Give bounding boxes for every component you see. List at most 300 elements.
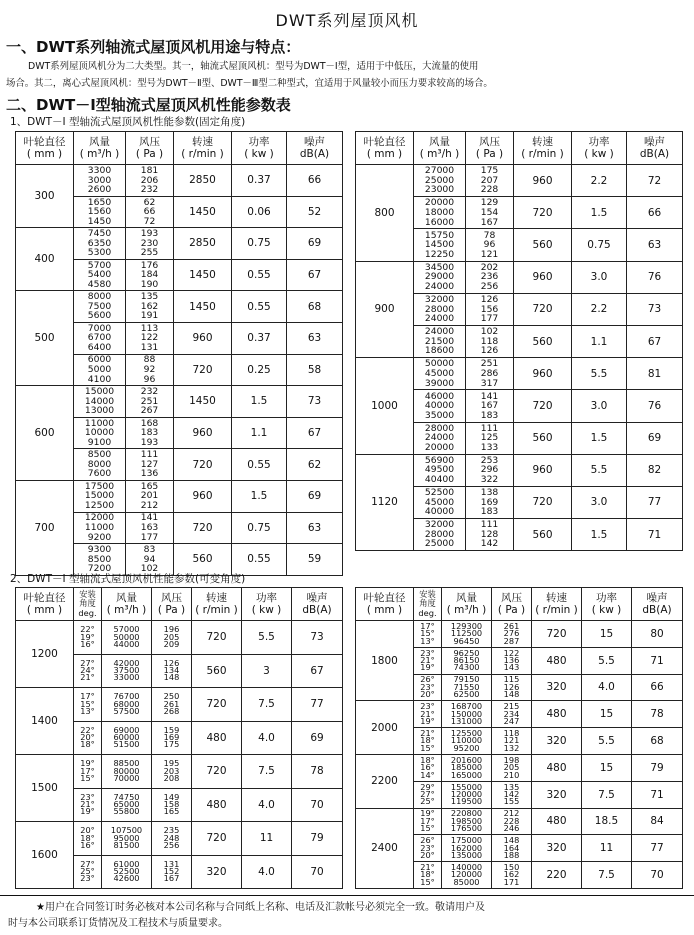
section2-heading: 二、DWT－Ⅰ型轴流式屋顶风机性能参数表	[6, 96, 291, 114]
pressure-cell: 150 162 171	[492, 862, 532, 889]
table-row	[356, 701, 683, 728]
header-speed: 转速 ( r/min )	[532, 588, 582, 621]
speed-cell: 720	[192, 621, 242, 655]
pressure-cell: 115 126 148	[492, 674, 532, 701]
speed-cell: 960	[174, 480, 232, 512]
angle-cell: 26° 23° 20°	[414, 674, 442, 701]
noise-cell: 73	[287, 386, 343, 418]
speed-cell: 320	[532, 835, 582, 862]
angle-cell: 19° 17° 15°	[74, 755, 102, 789]
power-cell: 0.55	[232, 544, 287, 576]
table-row	[356, 808, 683, 835]
noise-cell: 73	[627, 293, 683, 325]
pressure-cell: 168 183 193	[126, 417, 174, 449]
flow-cell: 201600 185000 165000	[442, 754, 492, 781]
noise-cell: 72	[627, 165, 683, 197]
noise-cell: 77	[292, 688, 343, 722]
speed-cell: 720	[514, 486, 572, 518]
diameter-cell: 1200	[16, 621, 74, 688]
header-speed: 转速 ( r/min )	[174, 132, 232, 165]
flow-cell: 79150 71550 62500	[442, 674, 492, 701]
flow-cell: 5700 5400 4580	[74, 259, 126, 291]
speed-cell: 720	[192, 755, 242, 789]
flow-cell: 220800 198500 176500	[442, 808, 492, 835]
header-flow: 风量 ( m³/h )	[74, 132, 126, 165]
noise-cell: 73	[292, 621, 343, 655]
header-power: 功率 ( kw )	[232, 132, 287, 165]
table-row	[356, 261, 683, 293]
header-noise: 噪声 dB(A)	[287, 132, 343, 165]
flow-cell: 3300 3000 2600	[74, 165, 126, 197]
speed-cell: 320	[532, 674, 582, 701]
pressure-cell: 78 96 121	[466, 229, 514, 261]
speed-cell: 960	[514, 261, 572, 293]
page-title: DWT系列屋顶风机	[275, 11, 419, 30]
power-cell: 0.75	[232, 228, 287, 260]
pressure-cell: 235 248 256	[152, 822, 192, 856]
power-cell: 7.5	[242, 688, 292, 722]
power-cell: 15	[582, 754, 632, 781]
noise-cell: 68	[287, 291, 343, 323]
power-cell: 1.5	[232, 480, 287, 512]
noise-cell: 78	[632, 701, 683, 728]
angle-cell: 29° 27° 25°	[414, 781, 442, 808]
diameter-cell: 900	[356, 261, 414, 358]
pressure-cell: 215 234 247	[492, 701, 532, 728]
flow-cell: 28000 24000 20000	[414, 422, 466, 454]
header-row	[356, 132, 683, 165]
power-cell: 15	[582, 621, 632, 648]
flow-cell: 69000 60000 51500	[102, 721, 152, 755]
flow-cell: 8000 7500 5600	[74, 291, 126, 323]
power-cell: 5.5	[582, 647, 632, 674]
header-power: 功率 ( kw )	[582, 588, 632, 621]
noise-cell: 70	[632, 862, 683, 889]
speed-cell: 720	[192, 822, 242, 856]
speed-cell: 1450	[174, 291, 232, 323]
variable-angle-table-left	[15, 587, 343, 889]
table-row	[356, 621, 683, 648]
header-pressure: 风压 ( Pa )	[152, 588, 192, 621]
pressure-cell: 212 228 246	[492, 808, 532, 835]
diameter-cell: 1400	[16, 688, 74, 755]
power-cell: 1.5	[572, 422, 627, 454]
pressure-cell: 111 125 133	[466, 422, 514, 454]
power-cell: 1.1	[572, 325, 627, 357]
flow-cell: 8500 8000 7600	[74, 449, 126, 481]
flow-cell: 129300 112500 96450	[442, 621, 492, 648]
power-cell: 0.55	[232, 291, 287, 323]
angle-cell: 23° 21° 19°	[414, 701, 442, 728]
flow-cell: 6000 5000 4100	[74, 354, 126, 386]
power-cell: 0.06	[232, 196, 287, 228]
pressure-cell: 165 201 212	[126, 480, 174, 512]
pressure-cell: 195 203 208	[152, 755, 192, 789]
speed-cell: 720	[514, 197, 572, 229]
speed-cell: 960	[514, 358, 572, 390]
flow-cell: 175000 162000 135000	[442, 835, 492, 862]
power-cell: 0.55	[232, 449, 287, 481]
power-cell: 1.1	[232, 417, 287, 449]
speed-cell: 320	[192, 855, 242, 889]
power-cell: 0.75	[232, 512, 287, 544]
header-row	[16, 588, 343, 621]
diameter-cell: 1600	[16, 822, 74, 889]
diameter-cell: 1500	[16, 755, 74, 822]
speed-cell: 2850	[174, 165, 232, 197]
power-cell: 2.2	[572, 165, 627, 197]
pressure-cell: 111 128 142	[466, 519, 514, 551]
pressure-cell: 126 156 177	[466, 293, 514, 325]
noise-cell: 68	[632, 728, 683, 755]
angle-cell: 18° 16° 14°	[414, 754, 442, 781]
noise-cell: 71	[632, 647, 683, 674]
noise-cell: 67	[287, 417, 343, 449]
flow-cell: 20000 18000 16000	[414, 197, 466, 229]
flow-cell: 52500 45000 40000	[414, 486, 466, 518]
speed-cell: 1450	[174, 259, 232, 291]
table-row	[356, 165, 683, 197]
flow-cell: 57000 50000 44000	[102, 621, 152, 655]
power-cell: 3.0	[572, 390, 627, 422]
table-row	[16, 165, 343, 197]
noise-cell: 78	[292, 755, 343, 789]
speed-cell: 720	[174, 449, 232, 481]
pressure-cell: 159 169 175	[152, 721, 192, 755]
header-row	[356, 588, 683, 621]
flow-cell: 46000 40000 35000	[414, 390, 466, 422]
pressure-cell: 138 169 183	[466, 486, 514, 518]
fixed-angle-table-right	[355, 131, 683, 551]
speed-cell: 960	[174, 417, 232, 449]
diameter-cell: 700	[16, 480, 74, 575]
flow-cell: 56900 49500 40400	[414, 454, 466, 486]
table-row	[16, 688, 343, 722]
speed-cell: 480	[532, 647, 582, 674]
noise-cell: 69	[627, 422, 683, 454]
table-row	[16, 480, 343, 512]
speed-cell: 480	[192, 721, 242, 755]
pressure-cell: 253 296 322	[466, 454, 514, 486]
flow-cell: 1650 1560 1450	[74, 196, 126, 228]
angle-cell: 26° 23° 20°	[414, 835, 442, 862]
noise-cell: 70	[292, 855, 343, 889]
pressure-cell: 250 261 268	[152, 688, 192, 722]
variable-table-caption: 2、DWT－Ⅰ 型轴流式屋顶风机性能参数(可变角度)	[10, 573, 246, 585]
header-flow: 风量 ( m³/h )	[442, 588, 492, 621]
flow-cell: 50000 45000 39000	[414, 358, 466, 390]
speed-cell: 2850	[174, 228, 232, 260]
noise-cell: 63	[627, 229, 683, 261]
pressure-cell: 126 134 148	[152, 654, 192, 688]
flow-cell: 12000 11000 9200	[74, 512, 126, 544]
power-cell: 5.5	[572, 358, 627, 390]
header-speed: 转速 ( r/min )	[192, 588, 242, 621]
angle-cell: 21° 18° 15°	[414, 862, 442, 889]
pressure-cell: 141 167 183	[466, 390, 514, 422]
noise-cell: 76	[627, 390, 683, 422]
header-flow: 风量 ( m³/h )	[414, 132, 466, 165]
flow-cell: 61000 52500 42600	[102, 855, 152, 889]
speed-cell: 480	[532, 754, 582, 781]
pressure-cell: 198 205 210	[492, 754, 532, 781]
fixed-table-caption: 1、DWT－Ⅰ 型轴流式屋顶风机性能参数(固定角度)	[10, 116, 246, 128]
header-pressure: 风压 ( Pa )	[126, 132, 174, 165]
power-cell: 0.25	[232, 354, 287, 386]
table-row	[16, 228, 343, 260]
speed-cell: 1450	[174, 196, 232, 228]
noise-cell: 79	[632, 754, 683, 781]
noise-cell: 76	[627, 261, 683, 293]
power-cell: 3	[242, 654, 292, 688]
pressure-cell: 148 164 188	[492, 835, 532, 862]
noise-cell: 80	[632, 621, 683, 648]
speed-cell: 720	[532, 621, 582, 648]
noise-cell: 62	[287, 449, 343, 481]
table-row	[16, 755, 343, 789]
flow-cell: 32000 28000 25000	[414, 519, 466, 551]
flow-cell: 27000 25000 23000	[414, 165, 466, 197]
pressure-cell: 175 207 228	[466, 165, 514, 197]
angle-cell: 23° 21° 19°	[414, 647, 442, 674]
pressure-cell: 202 236 256	[466, 261, 514, 293]
header-power: 功率 ( kw )	[572, 132, 627, 165]
flow-cell: 168700 150000 131000	[442, 701, 492, 728]
pressure-cell: 122 136 143	[492, 647, 532, 674]
flow-cell: 11000 10000 9100	[74, 417, 126, 449]
pressure-cell: 135 142 155	[492, 781, 532, 808]
noise-cell: 63	[287, 322, 343, 354]
noise-cell: 70	[292, 788, 343, 822]
pressure-cell: 131 152 167	[152, 855, 192, 889]
flow-cell: 7450 6350 5300	[74, 228, 126, 260]
diameter-cell: 1000	[356, 358, 414, 455]
diameter-cell: 600	[16, 386, 74, 481]
pressure-cell: 129 154 167	[466, 197, 514, 229]
power-cell: 5.5	[242, 621, 292, 655]
pressure-cell: 118 121 132	[492, 728, 532, 755]
diameter-cell: 2200	[356, 754, 414, 808]
angle-cell: 23° 21° 19°	[74, 788, 102, 822]
noise-cell: 77	[627, 486, 683, 518]
noise-cell: 66	[632, 674, 683, 701]
footer-note-line2: 时与本公司联系订货情况及工程技术与质量要求。	[8, 918, 228, 929]
header-noise: 噪声 dB(A)	[627, 132, 683, 165]
power-cell: 4.0	[582, 674, 632, 701]
noise-cell: 63	[287, 512, 343, 544]
header-diameter: 叶轮直径 ( mm )	[356, 132, 414, 165]
flow-cell: 24000 21500 18600	[414, 325, 466, 357]
angle-cell: 20° 18° 16°	[74, 822, 102, 856]
speed-cell: 960	[174, 322, 232, 354]
noise-cell: 67	[287, 259, 343, 291]
table-row	[16, 386, 343, 418]
angle-cell: 17° 15° 13°	[414, 621, 442, 648]
pressure-cell: 193 230 255	[126, 228, 174, 260]
noise-cell: 59	[287, 544, 343, 576]
angle-cell: 21° 18° 15°	[414, 728, 442, 755]
table-row	[356, 454, 683, 486]
header-speed: 转速 ( r/min )	[514, 132, 572, 165]
pressure-cell: 181 206 232	[126, 165, 174, 197]
noise-cell: 82	[627, 454, 683, 486]
pressure-cell: 88 92 96	[126, 354, 174, 386]
flow-cell: 125500 110000 95200	[442, 728, 492, 755]
variable-angle-table-right	[355, 587, 683, 889]
header-noise: 噪声 dB(A)	[292, 588, 343, 621]
header-flow: 风量 ( m³/h )	[102, 588, 152, 621]
flow-cell: 34500 29000 24000	[414, 261, 466, 293]
pressure-cell: 141 163 177	[126, 512, 174, 544]
noise-cell: 69	[287, 480, 343, 512]
flow-cell: 15750 14500 12250	[414, 229, 466, 261]
section1-line1: DWT系列屋顶风机分为二大类型。其一，轴流式屋顶风机：型号为DWT－Ⅰ型，适用于中低压，大流量的使用	[28, 61, 479, 72]
speed-cell: 320	[532, 728, 582, 755]
header-diameter: 叶轮直径 ( mm )	[356, 588, 414, 621]
flow-cell: 74750 65000 55800	[102, 788, 152, 822]
diameter-cell: 1120	[356, 454, 414, 551]
flow-cell: 17500 15000 12500	[74, 480, 126, 512]
flow-cell: 7000 6700 6400	[74, 322, 126, 354]
power-cell: 7.5	[582, 781, 632, 808]
section1-heading: 一、DWT系列轴流式屋顶风机用途与特点：	[6, 38, 301, 56]
power-cell: 5.5	[572, 454, 627, 486]
table-row	[356, 358, 683, 390]
noise-cell: 66	[287, 165, 343, 197]
section1-line2: 场合。其二，离心式屋顶风机：型号为DWT－Ⅱ型、DWT－Ⅲ型二种型式，宜适用于风量较小而压力要求较高的场合。	[6, 78, 493, 89]
header-diameter: 叶轮直径 ( mm )	[16, 588, 74, 621]
speed-cell: 220	[532, 862, 582, 889]
pressure-cell: 251 286 317	[466, 358, 514, 390]
power-cell: 4.0	[242, 855, 292, 889]
flow-cell: 107500 95000 81500	[102, 822, 152, 856]
power-cell: 5.5	[582, 728, 632, 755]
header-pressure: 风压 ( Pa )	[466, 132, 514, 165]
speed-cell: 560	[174, 544, 232, 576]
header-angle: 安装 角度 deg.	[74, 588, 102, 621]
angle-cell: 17° 15° 13°	[74, 688, 102, 722]
pressure-cell: 135 162 191	[126, 291, 174, 323]
angle-cell: 27° 24° 21°	[74, 654, 102, 688]
speed-cell: 320	[532, 781, 582, 808]
pressure-cell: 102 118 126	[466, 325, 514, 357]
power-cell: 11	[582, 835, 632, 862]
noise-cell: 69	[292, 721, 343, 755]
header-angle: 安装 角度 deg.	[414, 588, 442, 621]
angle-cell: 22° 19° 16°	[74, 621, 102, 655]
noise-cell: 79	[292, 822, 343, 856]
pressure-cell: 232 251 267	[126, 386, 174, 418]
pressure-cell: 113 122 131	[126, 322, 174, 354]
pressure-cell: 261 276 287	[492, 621, 532, 648]
speed-cell: 480	[532, 701, 582, 728]
diameter-cell: 500	[16, 291, 74, 386]
noise-cell: 71	[627, 519, 683, 551]
footer-note-line1: ★用户在合同签订时务必核对本公司名称与合同纸上名称、电话及汇款帐号必须完全一致。敬请用户及	[36, 902, 485, 913]
noise-cell: 52	[287, 196, 343, 228]
pressure-cell: 149 158 165	[152, 788, 192, 822]
power-cell: 0.37	[232, 165, 287, 197]
speed-cell: 960	[514, 165, 572, 197]
flow-cell: 76700 68000 57500	[102, 688, 152, 722]
power-cell: 0.55	[232, 259, 287, 291]
table-row	[16, 621, 343, 655]
flow-cell: 32000 28000 24000	[414, 293, 466, 325]
noise-cell: 67	[292, 654, 343, 688]
header-row	[16, 132, 343, 165]
flow-cell: 96250 86150 74300	[442, 647, 492, 674]
table-row	[356, 754, 683, 781]
pressure-cell: 111 127 136	[126, 449, 174, 481]
noise-cell: 71	[632, 781, 683, 808]
noise-cell: 69	[287, 228, 343, 260]
power-cell: 4.0	[242, 721, 292, 755]
speed-cell: 720	[514, 293, 572, 325]
diameter-cell: 1800	[356, 621, 414, 701]
diameter-cell: 2400	[356, 808, 414, 888]
power-cell: 7.5	[582, 862, 632, 889]
flow-cell: 155000 120000 119500	[442, 781, 492, 808]
speed-cell: 560	[192, 654, 242, 688]
diameter-cell: 300	[16, 165, 74, 228]
flow-cell: 15000 14000 13000	[74, 386, 126, 418]
power-cell: 0.75	[572, 229, 627, 261]
table-row	[16, 822, 343, 856]
speed-cell: 560	[514, 229, 572, 261]
speed-cell: 720	[192, 688, 242, 722]
power-cell: 3.0	[572, 261, 627, 293]
noise-cell: 81	[627, 358, 683, 390]
diameter-cell: 2000	[356, 701, 414, 755]
speed-cell: 560	[514, 325, 572, 357]
power-cell: 3.0	[572, 486, 627, 518]
power-cell: 7.5	[242, 755, 292, 789]
header-diameter: 叶轮直径 ( mm )	[16, 132, 74, 165]
angle-cell: 19° 17° 15°	[414, 808, 442, 835]
header-power: 功率 ( kw )	[242, 588, 292, 621]
power-cell: 1.5	[232, 386, 287, 418]
fixed-angle-table-left	[15, 131, 343, 576]
flow-cell: 88500 80000 70000	[102, 755, 152, 789]
diameter-cell: 800	[356, 165, 414, 262]
noise-cell: 66	[627, 197, 683, 229]
speed-cell: 1450	[174, 386, 232, 418]
flow-cell: 42000 37500 33000	[102, 654, 152, 688]
speed-cell: 560	[514, 519, 572, 551]
angle-cell: 22° 20° 18°	[74, 721, 102, 755]
power-cell: 4.0	[242, 788, 292, 822]
speed-cell: 560	[514, 422, 572, 454]
pressure-cell: 196 205 209	[152, 621, 192, 655]
speed-cell: 720	[174, 512, 232, 544]
header-noise: 噪声 dB(A)	[632, 588, 683, 621]
pressure-cell: 176 184 190	[126, 259, 174, 291]
speed-cell: 480	[532, 808, 582, 835]
noise-cell: 58	[287, 354, 343, 386]
pressure-cell: 83 94 102	[126, 544, 174, 576]
table-row	[16, 291, 343, 323]
power-cell: 18.5	[582, 808, 632, 835]
flow-cell: 140000 120000 85000	[442, 862, 492, 889]
power-cell: 15	[582, 701, 632, 728]
flow-cell: 9300 8500 7200	[74, 544, 126, 576]
power-cell: 1.5	[572, 197, 627, 229]
diameter-cell: 400	[16, 228, 74, 291]
noise-cell: 77	[632, 835, 683, 862]
noise-cell: 67	[627, 325, 683, 357]
power-cell: 1.5	[572, 519, 627, 551]
speed-cell: 720	[174, 354, 232, 386]
